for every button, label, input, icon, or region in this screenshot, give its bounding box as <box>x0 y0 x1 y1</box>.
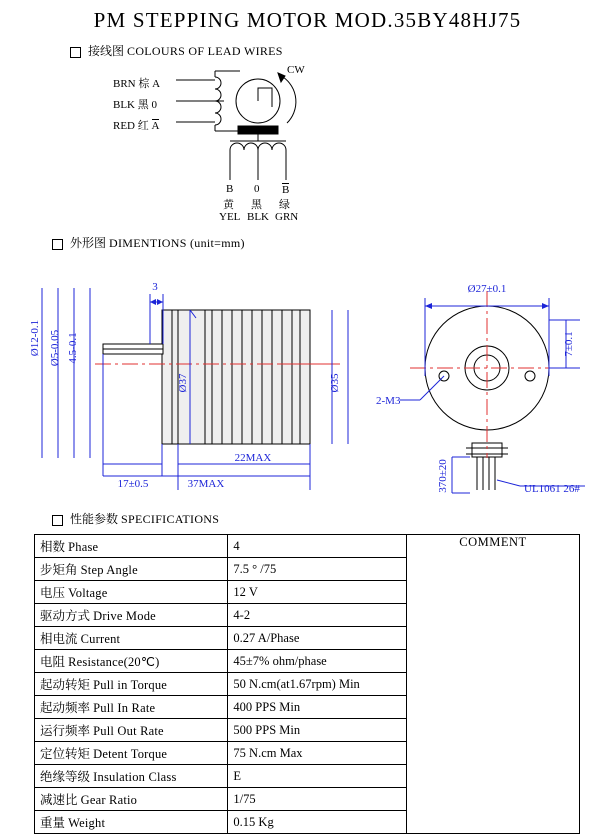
section-dim-en: DIMENTIONS (unit=mm) <box>109 236 245 250</box>
value-cell: 1/75 <box>228 788 407 811</box>
section-dim-cn: 外形图 <box>70 236 107 250</box>
param-cell: 绝缘等级 Insulation Class <box>35 765 228 788</box>
bottom-cn-1: 黄 <box>223 198 234 211</box>
bottom-term-3: B <box>282 184 290 196</box>
value-cell: 4 <box>228 535 407 558</box>
specifications-table <box>34 534 580 834</box>
value-cell: 4-2 <box>228 604 407 627</box>
param-cell: 定位转矩 Detent Torque <box>35 742 228 765</box>
dim-d35: Ø35 <box>329 373 341 393</box>
section-heading-specs <box>52 510 219 527</box>
checkbox-icon <box>52 515 63 526</box>
param-cell: 起动频率 Pull In Rate <box>35 696 228 719</box>
value-cell: 50 N.cm(at1.67rpm) Min <box>228 673 407 696</box>
value-cell: 12 V <box>228 581 407 604</box>
param-cell: 驱动方式 Drive Mode <box>35 604 228 627</box>
dim-d12: Ø12-0.1 <box>29 319 41 357</box>
page-title: PM STEPPING MOTOR MOD.35BY48HJ75 <box>93 8 522 32</box>
bottom-en-2: BLK <box>247 211 269 223</box>
param-cell: 电阻 Resistance(20℃) <box>35 650 228 673</box>
dim-holes: 2-M3 <box>376 395 401 407</box>
value-cell: 7.5 ° /75 <box>228 558 407 581</box>
dim-d5: Ø5-0.05 <box>49 329 61 367</box>
value-cell: 400 PPS Min <box>228 696 407 719</box>
section-heading-dimensions <box>52 234 245 251</box>
value-cell: 0.27 A/Phase <box>228 627 407 650</box>
param-cell: 减速比 Gear Ratio <box>35 788 228 811</box>
rotation-label: CW <box>287 64 305 76</box>
front-view-drawing <box>0 258 615 528</box>
bottom-cn-3: 绿 <box>279 198 290 211</box>
value-cell: 75 N.cm Max <box>228 742 407 765</box>
comment-cell: COMMENT <box>406 535 579 834</box>
value-cell: 500 PPS Min <box>228 719 407 742</box>
dim-shaft-len: 3 <box>152 281 158 293</box>
value-cell: 45±7% ohm/phase <box>228 650 407 673</box>
bottom-cn-2: 黑 <box>251 198 262 211</box>
param-cell: 重量 Weight <box>35 811 228 834</box>
section-leads-en: COLOURS OF LEAD WIRES <box>127 44 283 58</box>
bottom-term-1: B <box>226 183 234 195</box>
dim-d37: Ø37 <box>177 373 189 393</box>
param-cell: 电压 Voltage <box>35 581 228 604</box>
lead-row-1: BRN 棕 A <box>113 77 161 90</box>
dim-total-len: 37MAX <box>187 478 225 490</box>
bottom-en-1: YEL <box>219 211 241 223</box>
dim-front-len: 17±0.5 <box>117 478 149 490</box>
param-cell: 相电流 Current <box>35 627 228 650</box>
param-cell: 起动转矩 Pull in Torque <box>35 673 228 696</box>
bottom-term-2: 0 <box>254 183 260 195</box>
section-specs-en: SPECIFICATIONS <box>121 512 220 526</box>
dim-wire-spec: UL1061 26# <box>524 483 580 495</box>
table-row <box>35 535 580 558</box>
lead-row-3: RED 红 A <box>113 119 160 132</box>
dim-wire-len: 370±20 <box>437 459 449 493</box>
param-cell: 步矩角 Step Angle <box>35 558 228 581</box>
param-cell: 运行频率 Pull Out Rate <box>35 719 228 742</box>
param-cell: 相数 Phase <box>35 535 228 558</box>
dim-flat: 4.5-0.1 <box>67 332 79 364</box>
checkbox-icon <box>52 239 63 250</box>
dim-body-len: 22MAX <box>234 452 272 464</box>
value-cell: E <box>228 765 407 788</box>
bottom-en-3: GRN <box>275 211 299 223</box>
section-specs-cn: 性能参数 <box>70 512 119 526</box>
dim-bolt-circle: Ø27±0.1 <box>467 283 507 295</box>
section-leads-cn: 接线图 <box>88 44 125 58</box>
lead-wiring-diagram <box>0 55 615 255</box>
dim-tab: 7±0.1 <box>563 331 575 357</box>
value-cell: 0.15 Kg <box>228 811 407 834</box>
lead-row-2: BLK 黑 0 <box>113 98 157 111</box>
